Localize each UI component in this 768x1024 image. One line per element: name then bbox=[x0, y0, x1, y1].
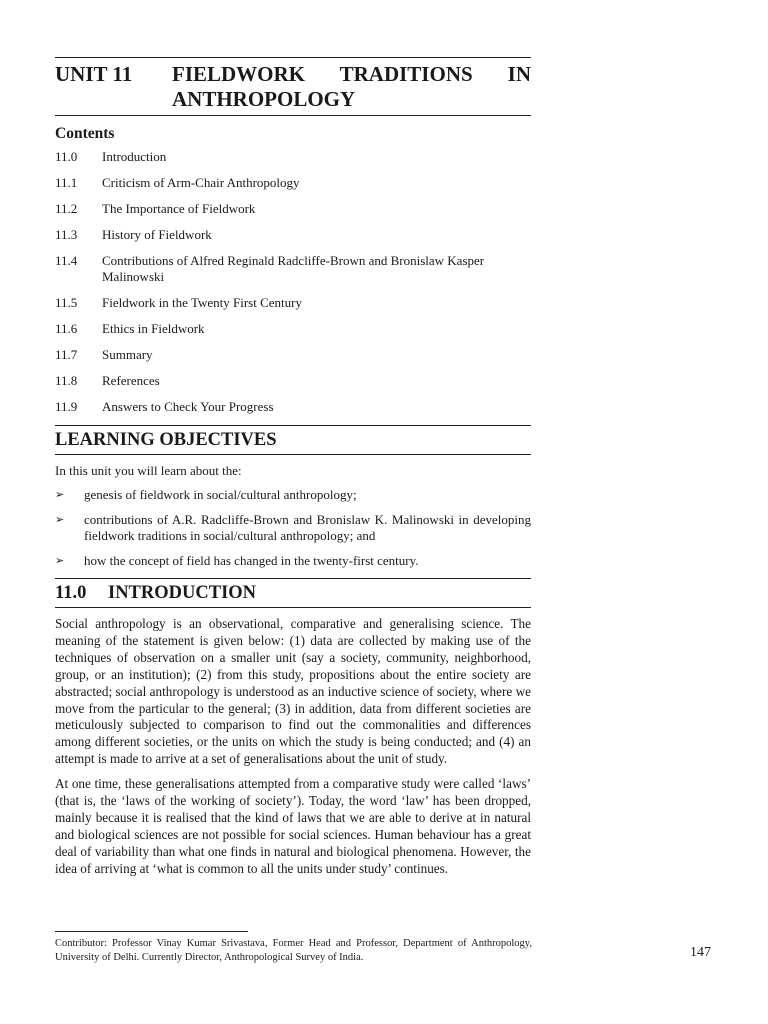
unit-header bbox=[55, 58, 531, 115]
contents-item-number: 11.2 bbox=[55, 201, 78, 216]
contents-item-label: The Importance of Fieldwork bbox=[102, 201, 256, 216]
contents-item bbox=[55, 175, 531, 191]
arrow-bullet-icon: ➢ bbox=[55, 555, 65, 567]
contents-item-label: Summary bbox=[102, 347, 153, 362]
page-body bbox=[55, 57, 531, 886]
unit-bottom-rule bbox=[55, 115, 531, 116]
contents-item-label: Contributions of Alfred Reginald Radcliffe-Brown and Bronislaw Kasper Malinowski bbox=[102, 253, 485, 284]
objectives-bottom-rule bbox=[55, 454, 531, 455]
contents-item-number: 11.1 bbox=[55, 175, 78, 190]
page-number: 147 bbox=[690, 945, 711, 960]
contents-item bbox=[55, 347, 531, 363]
contents-item bbox=[55, 149, 531, 165]
contents-item bbox=[55, 227, 531, 243]
paragraph: Social anthropology is an observational, comparative and generalising science. The meaning of the statement is given below: (1) data are collected by making use of the techniques of observation on a smaller unit (say a society, community, neighborhood, group, or an institution); (2) from this study, propositions about the entire society are abstracted; social anthropology is understood as an inductive science of society, where we move from the particular to the general; (3) in addition, data from different societies are meticulously subjected to comparison to find out the commonalities and differences among different societies, or the units on which the study is being conducted; and (4) an attempt is made to arrive at a set of generalisations about the unit of study. bbox=[55, 616, 531, 767]
introduction-bottom-rule bbox=[55, 607, 531, 608]
objective-text: genesis of fieldwork in social/cultural anthropology; bbox=[84, 487, 357, 502]
objectives-heading: LEARNING OBJECTIVES bbox=[55, 430, 277, 450]
contents-list bbox=[55, 149, 531, 415]
paragraph: At one time, these generalisations attempted from a comparative study were called ‘laws’ (that is, the ‘laws of the working of society’). Today, the word ‘law’ has been dropped, mainly because it is realised that the kind of laws that we are able to derive at in natural and biological sciences are not possible for social sciences. Human behaviour has a great deal of variability than what one finds in natural and biological phenomena. However, the idea of arriving at ‘what is common to all the units under study’ continues. bbox=[55, 776, 531, 876]
contributor-footnote: Contributor: Professor Vinay Kumar Srivastava, Former Head and Professor, Department of Anthropology, University of Delhi. Currently Director, Anthropological Survey of India. bbox=[55, 938, 532, 963]
objective-item bbox=[55, 553, 531, 569]
section-number: 11.0 bbox=[55, 583, 87, 603]
objective-item bbox=[55, 487, 531, 503]
contents-item-label: Ethics in Fieldwork bbox=[102, 321, 205, 336]
introduction-heading bbox=[55, 579, 531, 607]
contents-item-number: 11.9 bbox=[55, 399, 78, 414]
contents-item-label: Introduction bbox=[102, 149, 167, 164]
arrow-bullet-icon: ➢ bbox=[55, 514, 65, 526]
contents-item bbox=[55, 201, 531, 217]
objective-text: contributions of A.R. Radcliffe-Brown and Bronislaw K. Malinowski in developing fieldwork traditions in social/cultural anthropology; and bbox=[84, 512, 531, 543]
unit-title: FIELDWORK TRADITIONS IN ANTHROPOLOGY bbox=[172, 62, 531, 111]
objective-item bbox=[55, 512, 531, 544]
contents-item-number: 11.7 bbox=[55, 347, 78, 362]
objectives-list bbox=[55, 487, 531, 569]
contents-item-label: History of Fieldwork bbox=[102, 227, 212, 242]
contents-item bbox=[55, 295, 531, 311]
objective-text: how the concept of field has changed in the twenty-first century. bbox=[84, 553, 419, 568]
contents-heading: Contents bbox=[55, 125, 115, 142]
arrow-bullet-icon: ➢ bbox=[55, 489, 65, 501]
contents-item-number: 11.3 bbox=[55, 227, 78, 242]
introduction-text bbox=[55, 616, 531, 878]
contents-item-number: 11.5 bbox=[55, 295, 78, 310]
contents-item-label: Answers to Check Your Progress bbox=[102, 399, 274, 414]
contents-item bbox=[55, 373, 531, 389]
contents-item-label: References bbox=[102, 373, 160, 388]
contents-item bbox=[55, 399, 531, 415]
section-title: INTRODUCTION bbox=[108, 583, 257, 603]
objectives-intro: In this unit you will learn about the: bbox=[55, 463, 242, 478]
contents-item bbox=[55, 321, 531, 337]
contents-item-number: 11.8 bbox=[55, 373, 78, 388]
unit-number: UNIT 11 bbox=[55, 62, 133, 86]
contents-item-number: 11.0 bbox=[55, 149, 78, 164]
contents-item-number: 11.4 bbox=[55, 253, 78, 268]
contents-item-label: Criticism of Arm-Chair Anthropology bbox=[102, 175, 300, 190]
contents-item-number: 11.6 bbox=[55, 321, 78, 336]
contents-item-label: Fieldwork in the Twenty First Century bbox=[102, 295, 302, 310]
contents-item bbox=[55, 253, 531, 285]
footnote-rule bbox=[55, 931, 248, 932]
